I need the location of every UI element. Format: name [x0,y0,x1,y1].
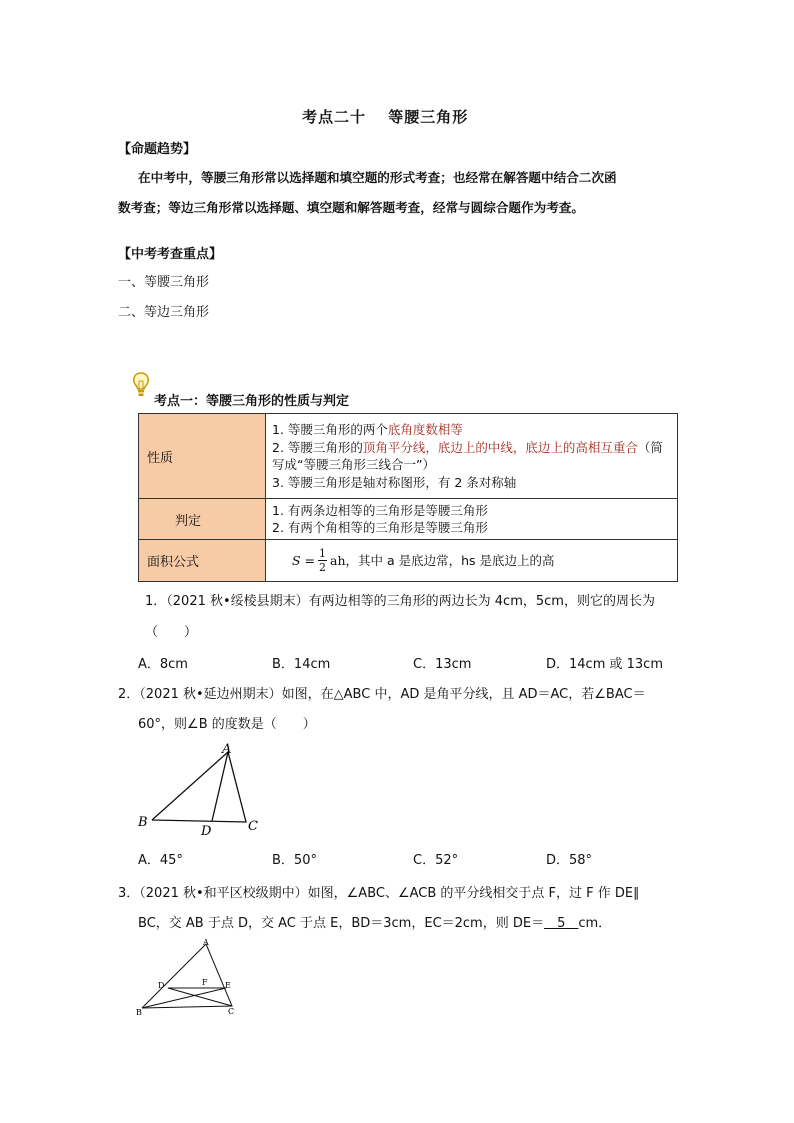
table-label-property: 性质 [139,414,266,499]
property-line-2: 2. 等腰三角形的顶角平分线，底边上的中线，底边上的高相互重合（简 [272,439,663,455]
q3-stem-line-1: 3．（2021 秋•和平区校级期中）如图，∠ABC、∠ACB 的平分线相交于点 F，过 F 作 DE∥ [118,886,640,901]
q2-label-d: D [201,824,212,838]
q3-triangle-figure [134,938,244,1018]
trend-line-1: 在中考中，等腰三角形常以选择题和填空题的形式考查；也经常在解答题中结合二次函 [138,170,617,185]
q2-option-a: A．45° [138,853,183,868]
judgement-line-1: 1. 有两条边相等的三角形是等腰三角形 [272,502,488,518]
q2-stem-line-2: 60°，则∠B 的度数是（ ） [138,717,316,732]
q1-option-c: C．13cm [413,657,472,672]
table-label-judgement: 判定 [139,499,266,540]
q3-stem-line-2: BC，交 AB 于点 D，交 AC 于点 E，BD＝3cm，EC＝2cm，则 DE＝＿5＿cm． [138,916,612,931]
trend-heading: 【命题趋势】 [118,142,197,157]
q2-label-a: A [222,742,232,757]
q2-label-b: B [138,815,148,830]
area-formula: S = $\frac{1}{2}$ ah [292,547,346,574]
page-title: 考点二十 等腰三角形 [302,108,469,126]
judgement-line-2: 2. 有两个角相等的三角形是等腰三角形 [272,520,488,535]
q1-stem: 1．（2021 秋•绥棱县期末）有两边相等的三角形的两边长为 4cm，5cm，则它的周长为 [145,594,655,609]
q3-label-e: E [225,981,231,990]
q2-option-c: C．52° [413,853,459,868]
focus-heading: 【中考考查重点】 [118,247,223,262]
property-line-1: 1. 等腰三角形的两个底角度数相等 [272,422,463,437]
lightbulb-icon [131,371,151,399]
table-cell-area [266,540,678,582]
q3-label-c: C [228,1007,235,1016]
q2-label-c: C [248,819,258,834]
q3-answer: ＿5＿ [544,916,579,931]
q2-triangle-figure [134,738,268,838]
q1-option-b: B．14cm [272,657,331,672]
area-explanation: ，其中 a 是底边常，hs 是底边上的高 [345,552,555,568]
q3-label-b: B [136,1008,142,1017]
table-cell-judgement [266,499,678,540]
q3-label-f: F [202,978,208,987]
table-label-area: 面积公式 [139,540,266,582]
section-1-heading: 考点一：等腰三角形的性质与判定 [154,394,350,409]
q2-option-b: B．50° [272,853,317,868]
table-cell-property [266,414,678,499]
q3-label-d: D [158,981,165,990]
property-line-3: 写成“等腰三角形三线合一”） [272,457,435,472]
q2-option-d: D．58° [546,853,593,868]
q3-label-a: A [203,938,209,947]
q1-option-d: D．14cm 或 13cm [546,657,663,672]
fraction: $\frac{1}{2}$ [319,547,327,574]
properties-table [138,413,678,582]
property-line-4: 3. 等腰三角形是轴对称图形，有 2 条对称轴 [272,474,517,490]
q1-option-a: A．8cm [138,657,188,672]
q1-blank: （ ） [145,625,198,640]
focus-item: 二、等边三角形 [118,305,210,320]
trend-line-2: 数考查；等边三角形常以选择题、填空题和解答题考查，经常与圆综合题作为考查。 [118,200,584,215]
q2-stem-line-1: 2．（2021 秋•延边州期末）如图，在△ABC 中，AD 是角平分线，且 AD＝AC，若∠BAC＝ [118,687,646,702]
focus-item: 一、等腰三角形 [118,275,210,290]
